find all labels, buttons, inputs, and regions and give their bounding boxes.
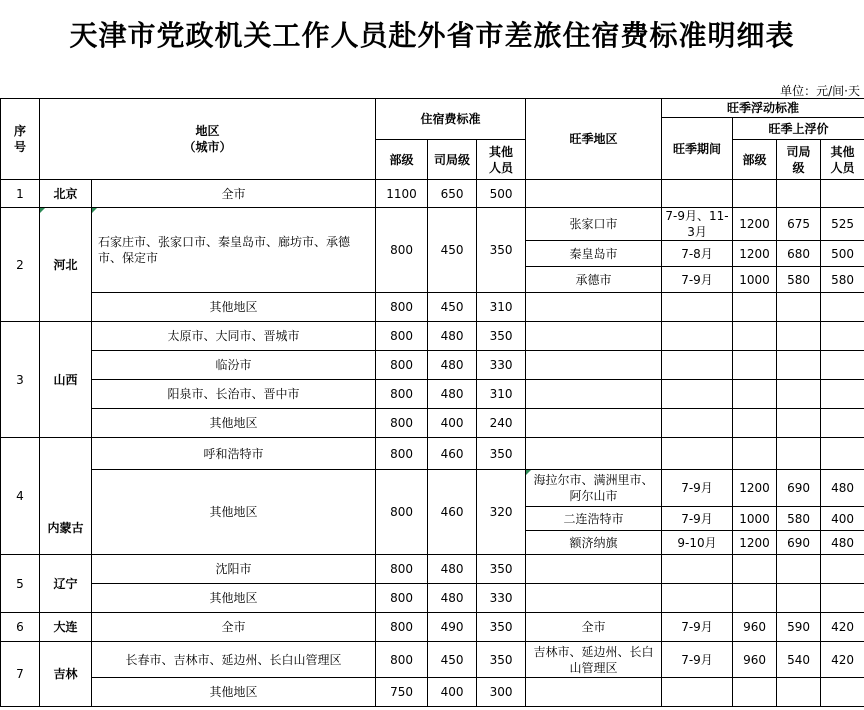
header-peak-price: 旺季上浮价	[733, 118, 864, 140]
header-lodging: 住宿费标准	[376, 99, 526, 140]
unit-label: 单位：元/间·天	[780, 84, 860, 98]
province-cell: 山西	[40, 322, 92, 438]
siju-cell: 480	[428, 555, 477, 584]
siju-cell: 400	[428, 678, 477, 707]
peak-other-cell: 420	[821, 613, 864, 642]
other-cell: 350	[477, 613, 526, 642]
other-cell: 330	[477, 351, 526, 380]
bu-cell: 800	[376, 409, 428, 438]
province-cell: 河北	[40, 208, 92, 322]
header-p-siju: 司局级	[777, 140, 821, 180]
peak-region-cell: 海拉尔市、满洲里市、阿尔山市	[526, 470, 662, 507]
header-region	[40, 99, 376, 180]
table-row	[1, 208, 864, 241]
province-cell: 辽宁	[40, 555, 92, 613]
province-cell: 北京	[40, 180, 92, 208]
city-cell: 沈阳市	[92, 555, 376, 584]
siju-cell: 480	[428, 351, 477, 380]
siju-cell: 450	[428, 208, 477, 293]
table-row	[1, 322, 864, 351]
province-cell: 吉林	[40, 642, 92, 707]
city-cell: 其他地区	[92, 293, 376, 322]
city-cell: 石家庄市、张家口市、秦皇岛市、廊坊市、承德市、保定市	[92, 208, 376, 293]
header-other: 其他人员	[477, 140, 526, 180]
header-p-bu: 部级	[733, 140, 777, 180]
header-seq: 序号	[1, 99, 40, 180]
peak-bu-cell: 1000	[733, 267, 777, 293]
city-cell: 阳泉市、长治市、晋中市	[92, 380, 376, 409]
peak-siju-cell: 675	[777, 208, 821, 241]
page-title: 天津市党政机关工作人员赴外省市差旅住宿费标准明细表	[69, 19, 795, 52]
peak-other-cell: 480	[821, 470, 864, 507]
peak-siju-cell: 690	[777, 470, 821, 507]
table-row	[1, 642, 864, 678]
bu-cell: 800	[376, 584, 428, 613]
siju-cell: 450	[428, 642, 477, 678]
peak-region-cell: 承德市	[526, 267, 662, 293]
bu-cell: 750	[376, 678, 428, 707]
peak-siju-cell: 580	[777, 507, 821, 531]
peak-period-cell: 7-9月	[662, 507, 733, 531]
other-cell: 320	[477, 470, 526, 555]
peak-other-cell: 420	[821, 642, 864, 678]
seq-cell: 6	[1, 613, 40, 642]
seq-cell: 3	[1, 322, 40, 438]
peak-region-cell: 额济纳旗	[526, 531, 662, 555]
city-cell: 临汾市	[92, 351, 376, 380]
peak-siju-cell: 580	[777, 267, 821, 293]
city-cell: 全市	[92, 613, 376, 642]
seq-cell: 5	[1, 555, 40, 613]
peak-period-cell: 7-9月、11-3月	[662, 208, 733, 241]
table-row	[1, 180, 864, 208]
table-row	[1, 380, 864, 409]
siju-cell: 400	[428, 409, 477, 438]
city-cell: 全市	[92, 180, 376, 208]
lodging-standards-table	[0, 98, 864, 707]
peak-period-cell: 7-9月	[662, 642, 733, 678]
peak-bu-cell: 1200	[733, 208, 777, 241]
peak-region-cell: 张家口市	[526, 208, 662, 241]
table-row	[1, 678, 864, 707]
header-period: 旺季期间	[662, 118, 733, 180]
other-cell: 500	[477, 180, 526, 208]
table-row	[1, 555, 864, 584]
bu-cell: 800	[376, 613, 428, 642]
header-region-sub: （城市）	[183, 140, 232, 154]
bu-cell: 1100	[376, 180, 428, 208]
table-row	[1, 351, 864, 380]
siju-cell: 450	[428, 293, 477, 322]
peak-period-cell: 7-9月	[662, 613, 733, 642]
peak-siju-cell: 540	[777, 642, 821, 678]
bu-cell: 800	[376, 555, 428, 584]
peak-siju-cell: 690	[777, 531, 821, 555]
header-p-other: 其他人员	[821, 140, 864, 180]
bu-cell: 800	[376, 642, 428, 678]
peak-bu-cell: 1000	[733, 507, 777, 531]
peak-siju-cell: 590	[777, 613, 821, 642]
peak-other-cell: 500	[821, 241, 864, 267]
seq-cell: 1	[1, 180, 40, 208]
province-cell: 内蒙古	[40, 438, 92, 555]
table-row	[1, 613, 864, 642]
siju-cell: 650	[428, 180, 477, 208]
table-row	[1, 470, 864, 507]
bu-cell: 800	[376, 438, 428, 470]
peak-siju-cell: 680	[777, 241, 821, 267]
peak-period-cell: 9-10月	[662, 531, 733, 555]
siju-cell: 480	[428, 380, 477, 409]
bu-cell: 800	[376, 380, 428, 409]
other-cell: 350	[477, 555, 526, 584]
other-cell: 350	[477, 208, 526, 293]
peak-other-cell: 525	[821, 208, 864, 241]
city-cell: 呼和浩特市	[92, 438, 376, 470]
siju-cell: 480	[428, 322, 477, 351]
siju-cell: 490	[428, 613, 477, 642]
table-row	[1, 409, 864, 438]
peak-region-cell: 全市	[526, 613, 662, 642]
city-cell: 其他地区	[92, 470, 376, 555]
other-cell: 310	[477, 380, 526, 409]
peak-period-cell: 7-9月	[662, 470, 733, 507]
city-cell: 太原市、大同市、晋城市	[92, 322, 376, 351]
header-float: 旺季浮动标准	[662, 99, 864, 118]
table-row	[1, 584, 864, 613]
other-cell: 300	[477, 678, 526, 707]
city-cell: 其他地区	[92, 409, 376, 438]
other-cell: 350	[477, 322, 526, 351]
other-cell: 330	[477, 584, 526, 613]
siju-cell: 460	[428, 470, 477, 555]
header-siju: 司局级	[428, 140, 477, 180]
peak-region-cell: 秦皇岛市	[526, 241, 662, 267]
siju-cell: 460	[428, 438, 477, 470]
other-cell: 350	[477, 438, 526, 470]
peak-bu-cell: 1200	[733, 470, 777, 507]
other-cell: 310	[477, 293, 526, 322]
header-region-label: 地区	[195, 124, 220, 138]
peak-region-cell: 吉林市、延边州、长白山管理区	[526, 642, 662, 678]
table-row	[1, 293, 864, 322]
bu-cell: 800	[376, 470, 428, 555]
peak-region-cell: 二连浩特市	[526, 507, 662, 531]
other-cell: 240	[477, 409, 526, 438]
bu-cell: 800	[376, 351, 428, 380]
peak-other-cell: 480	[821, 531, 864, 555]
city-cell: 其他地区	[92, 678, 376, 707]
table-row	[1, 438, 864, 470]
header-peak-region: 旺季地区	[526, 99, 662, 180]
peak-period-cell: 7-8月	[662, 241, 733, 267]
peak-other-cell: 580	[821, 267, 864, 293]
bu-cell: 800	[376, 293, 428, 322]
city-cell: 其他地区	[92, 584, 376, 613]
seq-cell: 2	[1, 208, 40, 322]
peak-bu-cell: 960	[733, 613, 777, 642]
peak-other-cell: 400	[821, 507, 864, 531]
siju-cell: 480	[428, 584, 477, 613]
other-cell: 350	[477, 642, 526, 678]
peak-period-cell: 7-9月	[662, 267, 733, 293]
city-cell: 长春市、吉林市、延边州、长白山管理区	[92, 642, 376, 678]
province-cell: 大连	[40, 613, 92, 642]
peak-bu-cell: 1200	[733, 531, 777, 555]
peak-bu-cell: 1200	[733, 241, 777, 267]
bu-cell: 800	[376, 322, 428, 351]
bu-cell: 800	[376, 208, 428, 293]
seq-cell: 4	[1, 438, 40, 555]
header-bu: 部级	[376, 140, 428, 180]
seq-cell: 7	[1, 642, 40, 707]
peak-bu-cell: 960	[733, 642, 777, 678]
